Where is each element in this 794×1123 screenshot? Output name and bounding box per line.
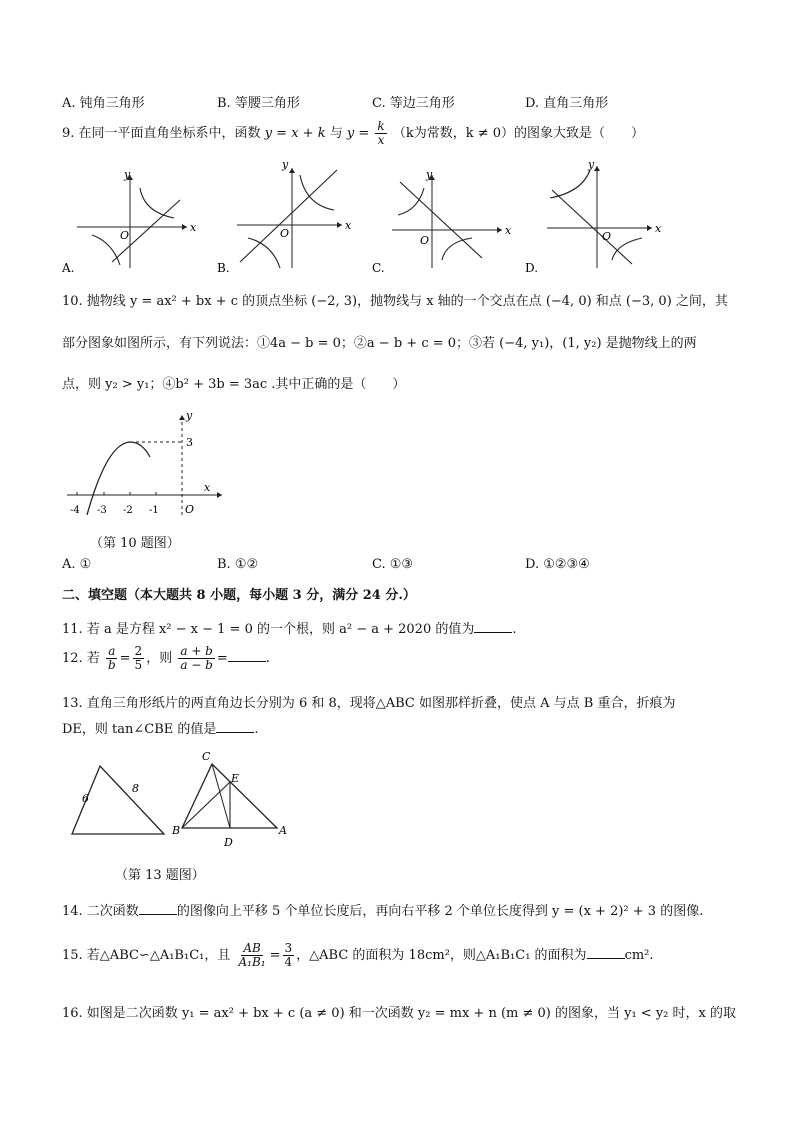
q13-caption: （第 13 题图） — [115, 868, 205, 883]
q13-triangle-original — [72, 766, 164, 834]
q10-tick-label--4: -4 — [70, 505, 80, 516]
q9-graph-c — [372, 168, 512, 275]
q13-blank — [216, 720, 254, 733]
q10-option-b: B. ①② — [217, 557, 259, 572]
q12-fraction-value — [133, 645, 145, 672]
q9c-line — [400, 182, 482, 258]
q13-line-2 — [62, 718, 259, 737]
q10-caption: （第 10 题图） — [90, 536, 180, 551]
q10-option-c: C. ①③ — [372, 557, 414, 572]
q9d-y-arrow — [594, 166, 600, 171]
q9a-label: A. — [62, 261, 75, 275]
q9-graph-b — [217, 160, 352, 275]
q15-fraction-value — [283, 942, 295, 969]
q10-tick-label--1: -1 — [149, 505, 159, 516]
q15-fraction-ratio — [237, 942, 268, 969]
q9d-x-arrow — [647, 225, 652, 231]
q12: 12. 若 $\frac{a}{b}$ = $\frac{2}{5}$ ，则 $\frac{a + b}{a - b}$ = . — [62, 644, 270, 672]
q9a-x-arrow — [182, 224, 187, 230]
q9-eq1: y = x + k — [264, 126, 326, 141]
q9c-label: C. — [372, 261, 385, 275]
q13-BE — [182, 782, 230, 828]
q10-tick-label--3: -3 — [97, 505, 107, 516]
q8-option-d: D. 直角三角形 — [525, 96, 609, 111]
q9c-x-label: x — [505, 224, 512, 237]
q12-fraction-expr — [178, 645, 215, 672]
q10-option-a: A. ① — [62, 557, 92, 572]
section-2-title: 二、填空题（本大题共 8 小题，每小题 3 分，满分 24 分.） — [62, 588, 416, 603]
q9b-curve-1 — [300, 175, 334, 210]
q9-number: 9. — [62, 126, 75, 141]
q11-text: 11. 若 a 是方程 x² − x − 1 = 0 的一个根，则 a² − a + 2020 的值为 — [62, 622, 475, 637]
q9-text-c: （k为常数，k ≠ 0）的图象大致是（ ） — [392, 126, 644, 141]
q13-point-b: B — [172, 824, 181, 837]
q13-point-a: A — [279, 824, 287, 837]
q9-graph-d — [525, 160, 662, 275]
q9-eq2-fraction — [375, 120, 386, 147]
q13-line-2-text: DE，则 tan∠CBE 的值是 — [62, 722, 217, 737]
q12-f1-den: b — [107, 658, 116, 672]
q15-fv-num: 3 — [284, 941, 293, 955]
q9d-y-label: y — [588, 160, 595, 171]
q11 — [62, 618, 517, 637]
q13-point-e: E — [231, 772, 240, 785]
q9-question — [62, 120, 644, 147]
q9-eq2-den: x — [377, 133, 385, 147]
q12-f1-num: a — [108, 644, 116, 658]
q9a-y-label: y — [124, 168, 131, 181]
q16-line-1: 16. 如图是二次函数 y₁ = ax² + bx + c (a ≠ 0) 和一次函数 y₂ = mx + n (m ≠ 0) 的图象，当 y₁ < y₂ 时，x 的取 — [62, 1006, 736, 1021]
q13-point-d: D — [224, 836, 233, 849]
q13-triangle-folded — [171, 750, 287, 849]
q9a-origin: O — [120, 229, 130, 242]
q9a-x-label: x — [190, 221, 197, 234]
q15: 15. 若△ABC∽△A₁B₁C₁，且 $\frac{AB}{\text{A₁B₁}}$ = $\frac{3}{4}$ ，△ABC 的面积为 18cm²，则△A₁B₁C₁ 的面积为 cm². — [62, 941, 654, 969]
q10-x-label: x — [204, 481, 211, 494]
q12-f1v-num: 2 — [134, 644, 143, 658]
q9b-y-label: y — [282, 160, 289, 171]
q9b-x-label: x — [345, 219, 352, 232]
q8-option-b: B. 等腰三角形 — [217, 96, 300, 111]
q8-option-a: A. 钝角三角形 — [62, 96, 145, 111]
q9b-curve-2 — [248, 238, 280, 268]
q10-line-1: 10. 抛物线 y = ax² + bx + c 的顶点坐标 (−2, 3)，抛物线与 x 轴的一个交点在点 (−4, 0) 和点 (−3, 0) 之间，其 — [62, 294, 728, 309]
q9d-line — [552, 190, 632, 264]
q14-text-b: 的图像向上平移 5 个单位长度后，再向右平移 2 个单位长度得到 y = (x + 2)² + 3 的图像. — [176, 904, 704, 919]
q9b-line — [240, 170, 337, 262]
q15-f-den: A₁B₁ — [238, 955, 266, 969]
q13-point-c: C — [202, 750, 211, 763]
q9d-origin: O — [602, 230, 612, 243]
q13-side-6: 6 — [82, 792, 89, 805]
q13-end: . — [254, 722, 259, 737]
q9-graph-a — [62, 168, 197, 275]
q12-f2-den: a − b — [180, 658, 213, 672]
q10-y-arrow — [179, 415, 185, 420]
q10-tick-label--2: -2 — [123, 505, 133, 516]
q10-graph — [62, 405, 242, 535]
q10-x-arrow — [217, 492, 222, 498]
q11-blank — [474, 620, 512, 633]
q9d-x-label: x — [655, 222, 662, 235]
q10-option-d: D. ①②③④ — [525, 557, 590, 572]
q9b-x-arrow — [337, 222, 342, 228]
q12-eq: = — [216, 651, 228, 666]
q9c-x-arrow — [497, 227, 502, 233]
q9-text-a: 在同一平面直角坐标系中，函数 — [78, 126, 261, 141]
q9a-curve-2 — [92, 235, 120, 265]
q13-figures — [62, 742, 302, 857]
q9c-curve-2 — [442, 238, 472, 260]
q13-line-1: 13. 直角三角形纸片的两直角边长分别为 6 和 8，现将△ABC 如图那样折叠，使点 A 与点 B 重合，折痕为 — [62, 696, 676, 711]
q12-end: . — [265, 651, 270, 666]
q14-blank — [139, 902, 177, 915]
q9d-label: D. — [525, 261, 539, 275]
q12-text-a: 12. 若 — [62, 651, 100, 666]
q14-text-a: 14. 二次函数 — [62, 904, 139, 919]
q9a-curve-1 — [140, 188, 174, 218]
q10-line-3: 点，则 y₂ > y₁；④b² + 3b = 3ac .其中正确的是（ ） — [62, 377, 406, 392]
q10-y-label: y — [186, 409, 193, 422]
q9-text-b: 与 — [329, 126, 343, 141]
q10-line-2: 部分图象如图所示，有下列说法：①4a − b = 0；②a − b + c = 0；③若 (−4, y₁)，(1, y₂) 是抛物线上的两 — [62, 336, 697, 351]
q10-origin: O — [185, 503, 195, 516]
q9-eq2-lhs: y = — [346, 126, 370, 141]
q8-option-c: C. 等边三角形 — [372, 96, 455, 111]
q12-f2-num: a + b — [180, 644, 213, 658]
q15-text-b: ，△ABC 的面积为 18cm²，则△A₁B₁C₁ 的面积为 — [296, 948, 587, 963]
q15-blank — [587, 946, 625, 959]
q9b-label: B. — [217, 261, 230, 275]
q9-graphs — [62, 160, 662, 278]
q15-f-num: AB — [243, 941, 261, 955]
q9b-origin: O — [280, 227, 290, 240]
q15-fv-den: 4 — [284, 955, 293, 969]
q15-text-a: 15. 若△ABC∽△A₁B₁C₁，且 — [62, 948, 231, 963]
q9-eq2-num: k — [377, 119, 385, 133]
q12-fraction-ab — [106, 645, 118, 672]
q13-side-8: 8 — [132, 782, 139, 795]
q12-f1v-den: 5 — [134, 658, 143, 672]
q12-blank — [228, 649, 266, 662]
q9c-origin: O — [420, 234, 430, 247]
q14 — [62, 900, 703, 919]
q12-text-b: ，则 — [146, 651, 173, 666]
q9b-y-arrow — [289, 168, 295, 173]
q9c-y-label: y — [426, 168, 433, 181]
q10-y-3-label: 3 — [186, 436, 193, 449]
q15-text-c: cm². — [624, 948, 654, 963]
q11-end: . — [512, 622, 517, 637]
